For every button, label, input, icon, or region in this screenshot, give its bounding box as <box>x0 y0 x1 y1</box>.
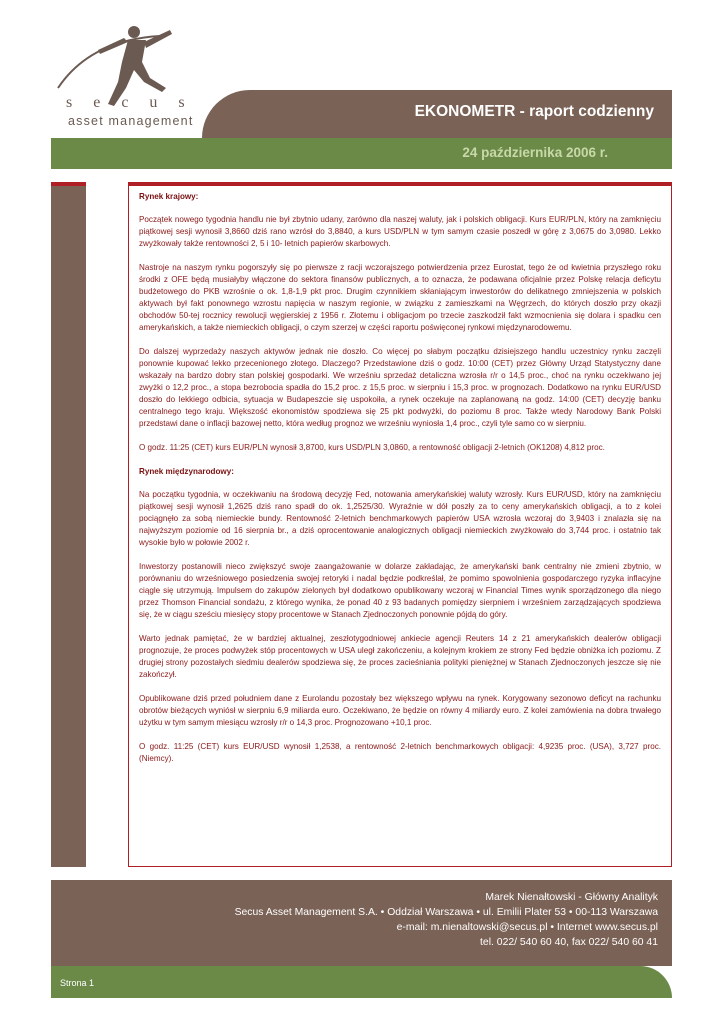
paragraph: O godz. 11:25 (CET) kurs EUR/USD wynosił 1,2538, a rentowność 2-letnich benchmarkowych obligacji: 4,9235 proc. (USA), 3,727 proc. (Niemcy). <box>139 742 661 763</box>
paragraph: Na początku tygodnia, w oczekiwaniu na środową decyzję Fed, notowania amerykańskiej waluty wzrosły. Kurs EUR/USD, który na zamknięciu piątkowej sesji wynosił 1,2625 dziś rano spadł do ok. 1,2525/30. Wyraźnie w dół poszły za to ceny amerykańskich obligacji, a to z kolei pociągnęło za sobą niemieckie bundy. Rentowność 2-letnich benchmarkowych papierów USA wzrosła wczoraj do 3,9403 i znalazła się na najwyższym poziomie od 16 sierpnia br., a dziś oprocentowanie analogicznych obligacji niemieckich zwyżkowało do 3,744 proc. i ostatnio tak wysokie było w połowie 2002 r. <box>139 490 661 547</box>
footer-company: Secus Asset Management S.A. • Oddział Warszawa • ul. Emilii Plater 53 • 00-113 Warszawa <box>234 907 658 918</box>
report-title: EKONOMETR - raport codzienny <box>414 103 654 120</box>
page-number: Strona 1 <box>60 978 95 988</box>
report-content <box>128 182 672 867</box>
paragraph: Nastroje na naszym rynku pogorszyły się po pierwsze z racji wczorajszego potwierdzenia przez Eurostat, tego że od kwietnia przyszłego roku środki z OFE będą musiałyby włączone do sektora finansów publicznych, a to oznacza, że podawana oficjalnie przez Polskę relacja deficytu budżetowego do PKB wzrośnie o ok. 1,8-1,9 pkt proc. Drugim czynnikiem skłaniającym inwestorów do delikatnego zmniejszenia w polskich aktywach był fakt ponownego wzrostu napięcia w naszym regionie, w związku z zamieszkami na Węgrzech, do których doszło przy okazji obchodów 50-tej rocznicy rewolucji węgierskiej z 1956 r. Złotemu i obligacjom po trzecie zaszkodził fakt wzmocnienia się dolara i spadku cen amerykańskich, a także niemieckich obligacji, o czym szerzej w części raportu poświęconej rynkowi międzynarodowemu. <box>139 263 661 332</box>
logo-subtitle: asset management <box>68 114 194 128</box>
report-date: 24 października 2006 r. <box>462 145 608 160</box>
section-heading-domestic: Rynek krajowy: <box>139 192 199 201</box>
date-bar <box>51 138 672 169</box>
paragraph: Inwestorzy postanowili nieco zwiększyć swoje zaangażowanie w dolarze zakładając, że amerykański bank centralny nie zmieni zbytnio, w porównaniu do wrześniowego posiedzenia swojej retoryki i nadal będzie podkreślał, że pomimo spowolnienia gospodarczego ryzyka inflacyjne ciągle się utrzymują. Impulsem do zakupów zielonych był dodatkowo opublikowany wczoraj w Financial Times wynik sporządzonego dla niego przez Thomson Financial sondażu, z którego wynika, że ponad 40 z 93 badanych pomiędzy sierpniem i wrześniem zarządzających spodziewa się, że w ciągu sześciu miesięcy stopy procentowe w Stanach Zjednoczonych ponownie pójdą do góry. <box>139 562 661 619</box>
paragraph: Opublikowane dziś przed południem dane z Eurolandu pozostały bez większego wpływu na rynek. Korygowany sezonowo deficyt na rachunku obrotów bieżących wyniósł w sierpniu 6,9 miliarda euro. Oczekiwano, że będzie on równy 4 miliardy euro. Z kolei zamówienia na dobra trwałego użytku w tym samym miesiącu wzrosły r/r o 14,3 proc. Prognozowano +10,1 proc. <box>139 694 661 727</box>
paragraph: Do dalszej wyprzedaży naszych aktywów jednak nie doszło. Co więcej po słabym początku dzisiejszego handlu uczestnicy rynku zaczęli ponownie kupować lekko przecenionego złotego. Dlaczego? Przedstawione dziś o godz. 10:00 (CET) przez Główny Urząd Statystyczny dane wskazały na bardzo dobry stan polskiej gospodarki. We wrześniu sprzedaż detaliczna wzrosła r/r o 14,5 proc., choć na rynku oczekiwano jej zwyżki o 12,2 proc., a stopa bezrobocia spadła do 15,2 proc. z 15,5 proc. w sierpniu i 15,3 proc. w prognozach. Dodatkowo na rynku EUR/USD doszło do lekkiego odbicia, sytuacja w Budapeszcie się uspokoiła, a rynek oczekuje na zaplanowaną na godz. 14:00 (CET) decyzję banku centralnego tego kraju. Większość ekonomistów spodziewa się 25 pkt podwyżki, do poziomu 8 proc. Także wtedy Narodowy Bank Polski przedstawi dane o inflacji bazowej netto, która według prognoz we wrześniu wyniosła 1,4 proc., czyli tyle samo co w sierpniu. <box>139 347 661 428</box>
footer-analyst: Marek Nienałtowski - Główny Analityk <box>485 892 658 903</box>
footer-phone: tel. 022/ 540 60 40, fax 022/ 540 60 41 <box>480 937 658 948</box>
paragraph: Początek nowego tygodnia handlu nie był zbytnio udany, zarówno dla naszej waluty, jak i polskich obligacji. Kurs EUR/PLN, który na zamknięciu piątkowej sesji wynosił 3,8660 dziś rano wzrósł do 3,8840, a kurs USD/PLN w tym samym czasie poszedł w górę z 3,0675 do 3,0980. Lekko zwyżkowały także rentowności 2, 5 i 10- letnich papierów skarbowych. <box>139 215 661 248</box>
paragraph: Warto jednak pamiętać, że w bardziej aktualnej, zeszłotygodniowej ankiecie agencji Reuters 14 z 21 amerykańskich dealerów obligacji prognozuje, że proces podwyżek stóp procentowych w USA uległ zakończeniu, a kolejnym krokiem ze strony Fed będzie obniżka ich poziomu. Z drugiej strony pozostałych siedmiu dealerów spodziewa się, że proces zacieśniania polityki pieniężnej w Stanach Zjednoczonych jeszcze się nie zakończył. <box>139 634 661 679</box>
page-footer-bar <box>51 966 672 998</box>
left-decorative-column <box>51 182 86 867</box>
report-title-bar <box>202 90 672 138</box>
footer-contact <box>51 880 672 966</box>
footer-email: e-mail: m.nienaltowski@secus.pl • Internet www.secus.pl <box>396 922 658 933</box>
logo-wordmark: secus <box>66 94 206 111</box>
section-heading-international: Rynek międzynarodowy: <box>139 467 234 476</box>
secus-logo <box>50 18 206 130</box>
paragraph: O godz. 11:25 (CET) kurs EUR/PLN wynosił 3,8700, kurs USD/PLN 3,0860, a rentowność obligacji 2-letnich (OK1208) 4,812 proc. <box>139 443 605 452</box>
